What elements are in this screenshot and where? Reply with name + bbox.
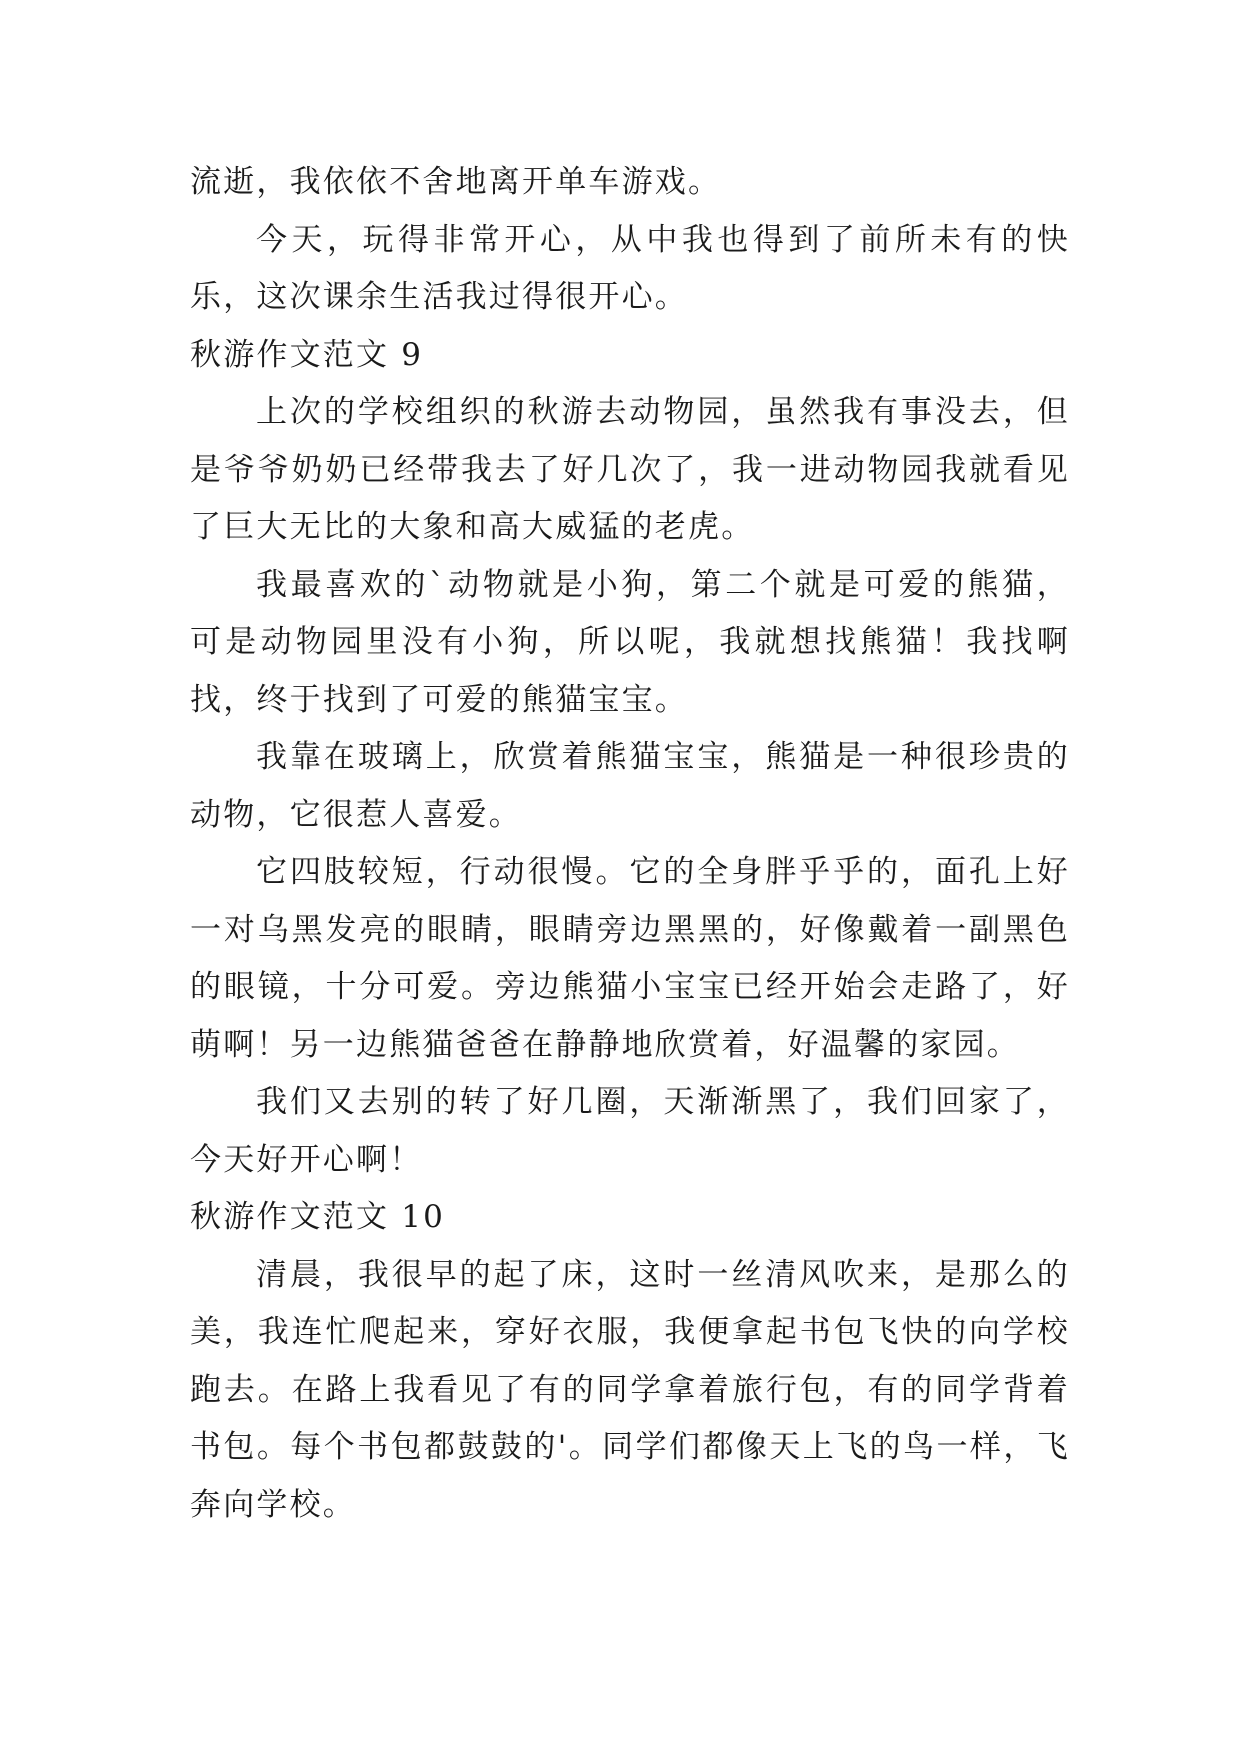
paragraph: 上次的学校组织的秋游去动物园，虽然我有事没去，但是爷爷奶奶已经带我去了好几次了，我一进动物园我就看见了巨大无比的大象和高大威猛的老虎。 (190, 394, 1070, 545)
paragraph: 今天，玩得非常开心，从中我也得到了前所未有的快乐，这次课余生活我过得很开心。 (190, 221, 1070, 315)
paragraph: 我最喜欢的`动物就是小狗，第二个就是可爱的熊猫，可是动物园里没有小狗，所以呢，我就想找熊猫！我找啊找，终于找到了可爱的熊猫宝宝。 (190, 566, 1070, 718)
paragraph: 清晨，我很早的起了床，这时一丝清风吹来，是那么的美，我连忙爬起来，穿好衣服，我便拿起书包飞快的向学校跑去。在路上我看见了有的同学拿着旅行包，有的同学背着书包。每个书包都鼓鼓的'。同学们都像天上飞的鸟一样，飞奔向学校。 (190, 1256, 1070, 1523)
paragraph: 我靠在玻璃上，欣赏着熊猫宝宝，熊猫是一种很珍贵的动物，它很惹人喜爱。 (190, 739, 1070, 833)
paragraph: 它四肢较短，行动很慢。它的全身胖乎乎的，面孔上好一对乌黑发亮的眼睛，眼睛旁边黑黑的，好像戴着一副黑色的眼镜，十分可爱。旁边熊猫小宝宝已经开始会走路了，好萌啊！另一边熊猫爸爸在静静地欣赏着，好温馨的家园。 (190, 854, 1070, 1063)
paragraph: 我们又去别的转了好几圈，天渐渐黑了，我们回家了，今天好开心啊！ (190, 1084, 1070, 1178)
section-heading: 秋游作文范文 9 (190, 336, 424, 373)
paragraph: 流逝，我依依不舍地离开单车游戏。 (190, 164, 722, 200)
document-body (190, 154, 1070, 1534)
section-heading: 秋游作文范文 10 (190, 1199, 446, 1235)
